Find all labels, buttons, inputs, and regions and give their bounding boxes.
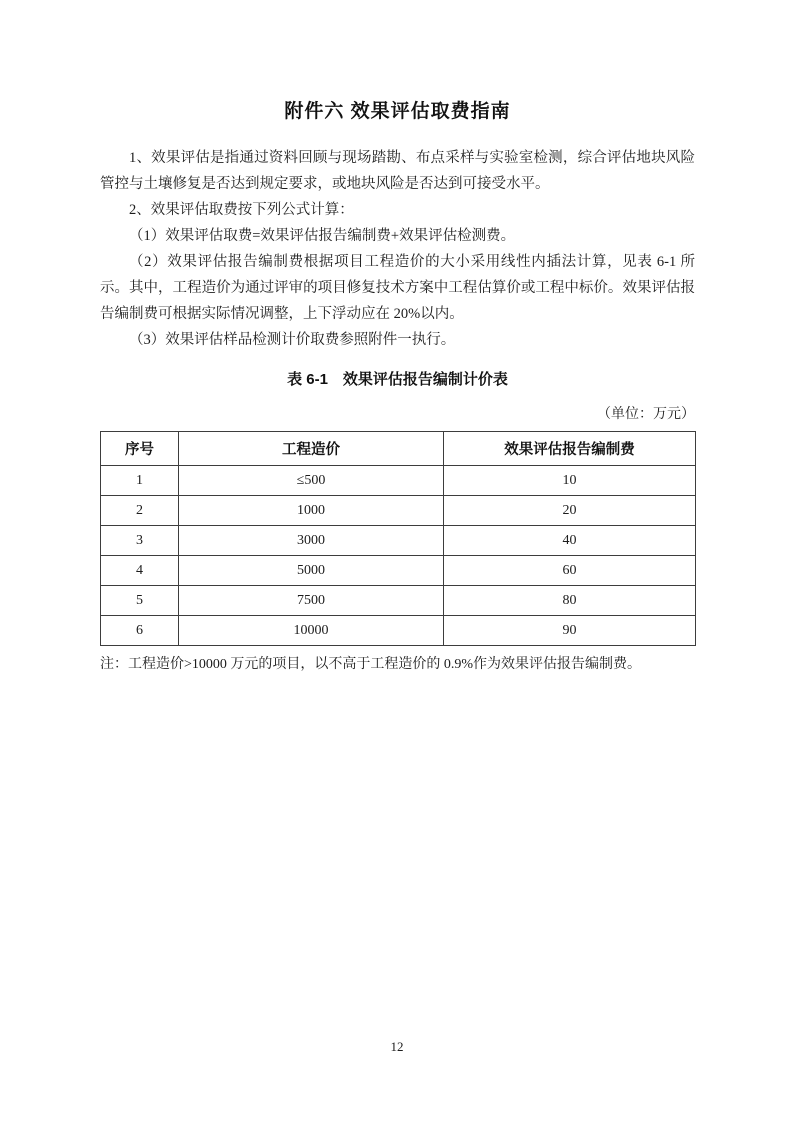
table-cell: 2 <box>101 496 179 526</box>
table-row <box>101 526 696 556</box>
paragraph: （2）效果评估报告编制费根据项目工程造价的大小采用线性内插法计算，见表 6-1 所示。其中，工程造价为通过评审的项目修复技术方案中工程估算价或工程中标价。效果评估报告编制费可根据实际情况调整，上下浮动应在 20%以内。 <box>100 254 695 322</box>
table-caption: 表 6-1 效果评估报告编制计价表 <box>287 371 508 388</box>
paragraph: 1、效果评估是指通过资料回顾与现场踏勘、布点采样与实验室检测，综合评估地块风险管控与土壤修复是否达到规定要求，或地块风险是否达到可接受水平。 <box>100 150 695 192</box>
page-number: 12 <box>390 1039 404 1054</box>
table-header-cell: 效果评估报告编制费 <box>444 432 696 466</box>
table-cell: ≤500 <box>179 466 444 496</box>
paragraph: （3）效果评估样品检测计价取费参照附件一执行。 <box>129 332 456 348</box>
table-cell: 60 <box>444 556 696 586</box>
table-footnote: 注：工程造价>10000 万元的项目，以不高于工程造价的 0.9%作为效果评估报告编制费。 <box>100 657 642 672</box>
body-paragraphs <box>100 145 695 353</box>
table-unit-note: （单位：万元） <box>597 407 695 422</box>
table-cell: 40 <box>444 526 696 556</box>
table-cell: 5 <box>101 586 179 616</box>
table-cell: 10 <box>444 466 696 496</box>
table-row <box>101 586 696 616</box>
paragraph: （1）效果评估取费=效果评估报告编制费+效果评估检测费。 <box>129 228 516 244</box>
table-cell: 90 <box>444 616 696 646</box>
table-cell: 6 <box>101 616 179 646</box>
table-body <box>101 466 696 646</box>
table-header-cell: 工程造价 <box>179 432 444 466</box>
table-cell: 80 <box>444 586 696 616</box>
table-cell: 3 <box>101 526 179 556</box>
table-cell: 3000 <box>179 526 444 556</box>
table-cell: 20 <box>444 496 696 526</box>
table-cell: 5000 <box>179 556 444 586</box>
table-row <box>101 466 696 496</box>
page-title: 附件六 效果评估取费指南 <box>284 101 511 122</box>
table-row <box>101 496 696 526</box>
table-cell: 7500 <box>179 586 444 616</box>
table-header-cell: 序号 <box>101 432 179 466</box>
paragraph: 2、效果评估取费按下列公式计算： <box>129 202 354 218</box>
fee-table <box>100 431 696 646</box>
table-header-row <box>101 432 696 466</box>
table-row <box>101 556 696 586</box>
table-cell: 1 <box>101 466 179 496</box>
document-content <box>100 96 695 677</box>
table-cell: 4 <box>101 556 179 586</box>
table-row <box>101 616 696 646</box>
table-cell: 10000 <box>179 616 444 646</box>
table-cell: 1000 <box>179 496 444 526</box>
